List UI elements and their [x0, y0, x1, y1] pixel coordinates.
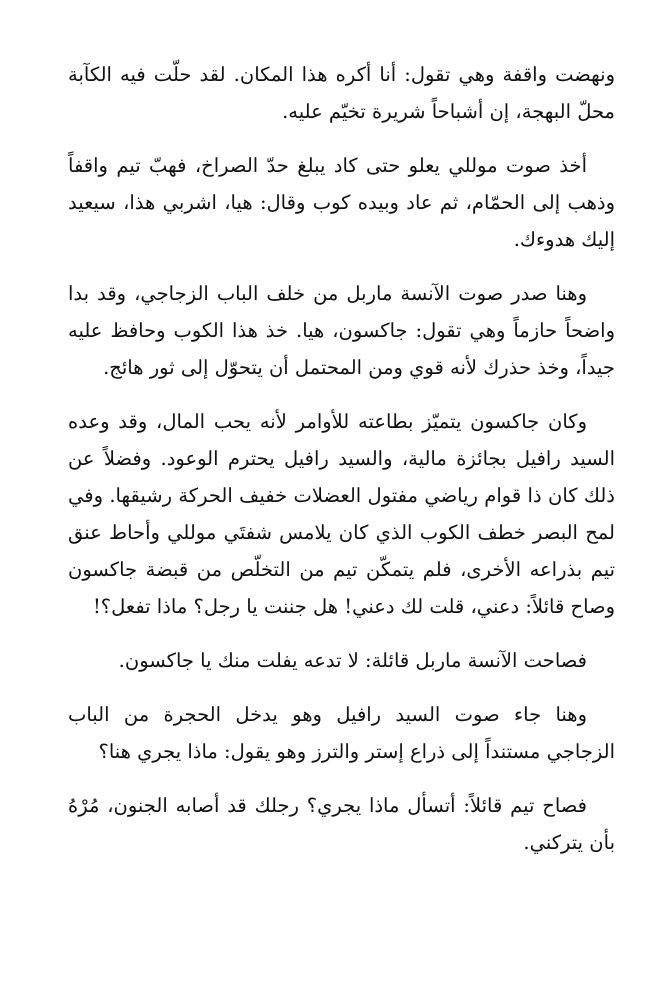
paragraph-6: وهنا جاء صوت السيد رافيل وهو يدخل الحجرة من الباب الزجاجي مستنداً إلى ذراع إستر والترز وهو يقول: ماذا يجري هنا؟: [68, 703, 615, 763]
paragraph-3: وهنا صدر صوت الآنسة ماربل من خلف الباب الزجاجي، وقد بدا واضحاً حازماً وهي تقول: جاكسون، هيا. خذ هذا الكوب وحافظ عليه جيداً، وخذ حذرك لأنه قوي ومن المحتمل أن يتحوّل إلى ثور هائج.: [68, 282, 615, 379]
paragraph-2: أخذ صوت موللي يعلو حتى كاد يبلغ حدّ الصراخ، فهبّ تيم واقفاً وذهب إلى الحمّام، ثم عاد وبيده كوب وقال: هيا، اشربي هذا، سيعيد إليك هدوءك.: [68, 154, 615, 251]
paragraph-4: وكان جاكسون يتميّز بطاعته للأوامر لأنه يحب المال، وقد وعده السيد رافيل بجائزة مالية، والسيد رافيل يحترم الوعود. وفضلاً عن ذلك كان ذا قوام رياضي مفتول العضلات خفيف الحركة رشيقها. وفي لمح البصر خطف الكوب الذي كان يلامس شفتَي موللي وأحاط عنق تيم بذراعه الأخرى، فلم يتمكّن تيم من التخلّص من قبضة جاكسون وصاح قائلاً: دعني، قلت لك دعني! هل جننت يا رجل؟ ماذا تفعل؟!: [68, 410, 615, 618]
paragraph-7: فصاح تيم قائلاً: أتسأل ماذا يجري؟ رجلك قد أصابه الجنون، مُرْهُ بأن يتركني.: [68, 794, 615, 854]
paragraph-1: ونهضت واقفة وهي تقول: أنا أكره هذا المكان. لقد حلّت فيه الكآبة محلّ البهجة، إن أشباحاً شريرة تخيّم عليه.: [68, 63, 615, 123]
paragraph-5: فصاحت الآنسة ماربل قائلة: لا تدعه يفلت منك يا جاكسون.: [118, 649, 587, 672]
